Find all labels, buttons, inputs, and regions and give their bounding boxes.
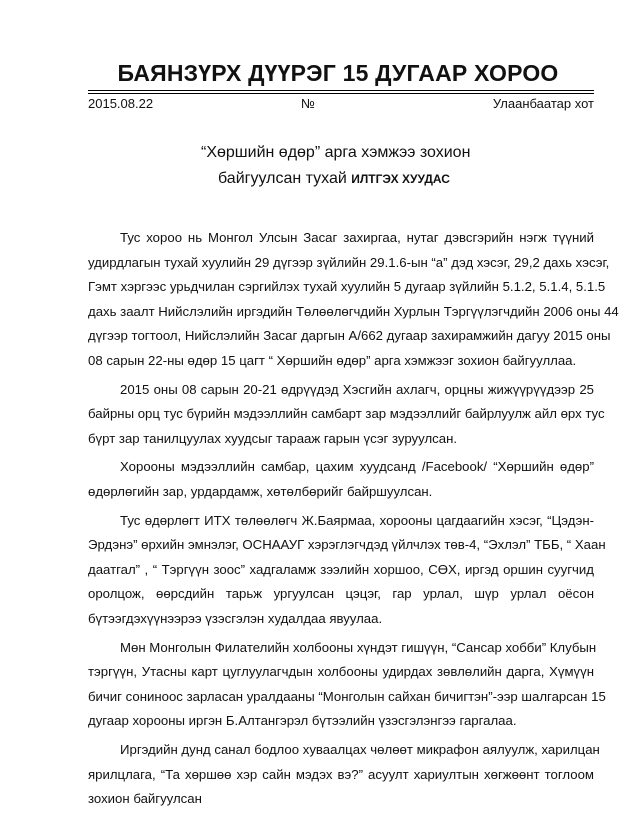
document-number-label: № [301,96,315,111]
subject-caps: ИЛТГЭХ ХУУДАС [351,172,450,186]
body-line: Эрдэнэ” өрхийн эмнэлэг, ОСНААУГ хэрэглэгчдэд үйлчлэх төв-4, “Эхлэл” ТББ, “ Хаан [88,537,606,553]
body-line: байрны орц тус бүрийн мэдээллийн самбарт зар мэдээллийг байрлуулж айл өрх тус [88,406,605,422]
title-rule-top [88,90,594,91]
body-line: Иргэдийн дунд санал бодлоо хуваалцах чөлөөт микрафон аялуулж, харилцан [120,742,600,757]
subject-line-1: “Хөршийн өдөр” арга хэмжээ зохион [201,144,471,161]
body-line: өдөрлөгийн зар, урдардамж, хөтөлбөрийг байршуулсан. [88,484,433,499]
body-line: Гэмт хэргээс урьдчилан сэргийлэх тухай хуулийн 5 дугаар зүйлийн 5.1.2, 5.1.4, 5.1.5 [88,279,606,295]
subject-line-2 [218,170,638,188]
body-line: ярилцлага, “Та хөршөө хэр сайн мэдэх вэ?” асуулт хариултын хөгжөөнт тоглоом [88,766,594,782]
body-line: Тус өдөрлөгт ИТХ төлөөлөгч Ж.Баярмаа, хорооны цагдаагийн хэсэг, “Цэдэн- [120,512,594,528]
body-line: зохион байгуулсан [88,791,202,807]
body-line: бүрт зар танилцуулах хуудсыг тарааж гарын үсэг зуруулсан. [88,430,458,446]
body-line: 08 сарын 22-ны өдөр 15 цагт “ Хөршийн өдөр” арга хэмжээг зохион байгууллаа. [88,353,577,368]
body-line: 2015 оны 08 сарын 20-21 өдрүүдэд Хэсгийн ахлагч, орцны жижүүрүүдээр 25 [120,381,594,397]
body-line: дахь заалт Нийслэлийн иргэдийн Төлөөлөгчдийн Хурлын Тэргүүлэгчдийн 2006 оны 44 [88,303,619,319]
body-line: удирдлагын тухай хуулийн 29 дүгээр зүйлийн 29.1.6-ын “а” дэд хэсэг, 29,2 дахь хэсэг, [88,254,610,270]
body-line: дүгээр тогтоол, Нийслэлийн Засаг даргын А/662 дугаар захирамжийн дагуу 2015 оны [88,328,611,344]
body-line: даатгал” , “ Тэргүүн зоос” хадгаламж зээлийн хоршоо, СӨХ, иргэд оршин суугчид [88,561,594,577]
body-line: дугаар хорооны иргэн Б.Алтангэрэл бүтээлийн үзэсгэлэнгээ гаргалаа. [88,713,517,729]
body-line: оролцож, өөрсдийн тарьж ургуулсан цэцэг, гар урлал, шүр урлал оёсон [88,586,594,602]
body-line: Тус хороо нь Монгол Улсын Засаг захиргаа, нутаг дэвсгэрийн нэгж түүний [120,230,594,245]
body-line: бүтээгдэхүүнээрээ үзэсгэлэн худалдаа явуулаа. [88,611,383,626]
title-rule-bottom [88,93,594,94]
document-title: БАЯНЗҮРХ ДҮҮРЭГ 15 ДУГААР ХОРОО [117,60,559,86]
body-line: тэргүүн, Утасны карт цуглуулагчдын холбооны удирдах зөвлөлийн дарга, Хүмүүн [88,664,594,680]
body-line: Хорооны мэдээллийн самбар, цахим хуудсанд /Facebook/ “Хөршийн өдөр” [120,459,594,475]
document-city: Улаанбаатар хот [492,96,594,111]
body-line: бичиг сониноос зарласан уралдааны “Монголын сайхан бичигтэн”-ээр шалгарсан 15 [88,688,606,704]
subject-line-2-text: байгуулсан тухай [218,170,347,187]
body-line: Мөн Монголын Филателийн холбооны хүндэт гишүүн, “Сансар хобби” Клубын [120,639,597,655]
document-date: 2015.08.22 [88,96,154,111]
